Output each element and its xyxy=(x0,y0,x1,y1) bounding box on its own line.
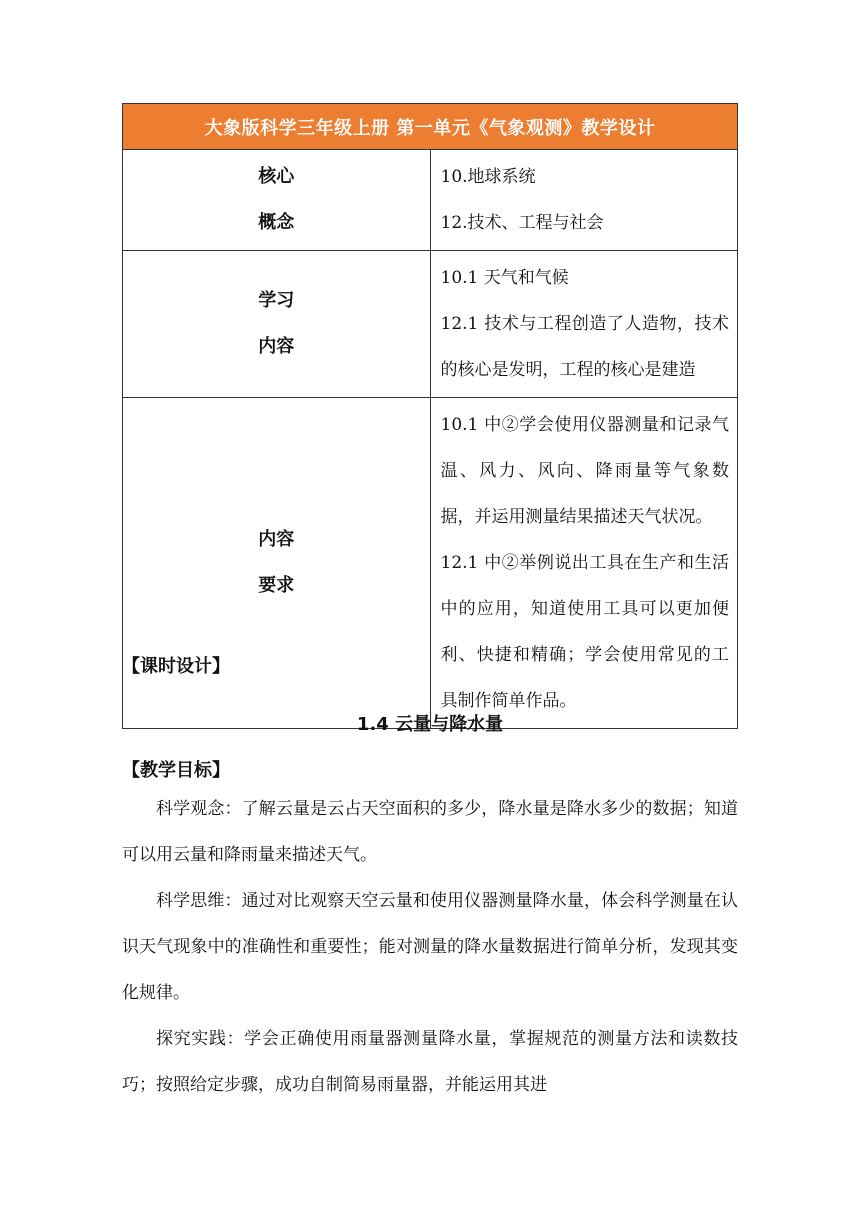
row-label-learning-content xyxy=(123,251,431,398)
row-label-line: 内容 xyxy=(258,529,295,550)
table-row-learning-content xyxy=(123,251,738,398)
content-line: 12.1 中②举例说出工具在生产和生活中的应用，知道使用工具可以更加便利、快捷和精确；学会使用常见的工具制作简单作品。 xyxy=(440,553,729,711)
row-label-core-concepts xyxy=(123,150,431,251)
standards-table xyxy=(122,103,738,729)
row-content-content-requirements xyxy=(430,398,738,729)
row-label-line: 学习 xyxy=(258,290,295,311)
objective-paragraph-science-thinking: 科学思维：通过对比观察天空云量和使用仪器测量降水量，体会科学测量在认识天气现象中的准确性和重要性；能对测量的降水量数据进行简单分析，发现其变化规律。 xyxy=(122,891,738,1003)
objective-paragraph-science-concept: 科学观念：了解云量是云占天空面积的多少，降水量是降水多少的数据；知道可以用云量和降雨量来描述天气。 xyxy=(122,799,738,865)
table-row-content-requirements xyxy=(123,398,738,729)
row-label-line: 概念 xyxy=(258,212,295,233)
content-line: 10.1 中②学会使用仪器测量和记录气温、风力、风向、降雨量等气象数据，并运用测量结果描述天气状况。 xyxy=(440,415,729,527)
lesson-title: 1.4 云量与降水量 xyxy=(356,714,504,735)
content-line: 12.技术、工程与社会 xyxy=(440,213,604,233)
row-content-core-concepts xyxy=(430,150,738,251)
objectives-heading: 【教学目标】 xyxy=(122,760,230,781)
content-line: 10.1 天气和气候 xyxy=(440,268,569,288)
row-label-content-requirements xyxy=(123,398,431,729)
row-content-learning-content xyxy=(430,251,738,398)
row-label-line: 内容 xyxy=(258,336,295,357)
row-label-line: 核心 xyxy=(258,166,295,187)
table-title: 大象版科学三年级上册 第一单元《气象观测》教学设计 xyxy=(123,104,738,150)
content-line: 10.地球系统 xyxy=(440,167,536,187)
content-line: 12.1 技术与工程创造了人造物，技术的核心是发明，工程的核心是建造 xyxy=(440,314,729,380)
lesson-design-heading: 【课时设计】 xyxy=(122,656,230,677)
objective-paragraph-inquiry-practice: 探究实践：学会正确使用雨量器测量降水量，掌握规范的测量方法和读数技巧；按照给定步骤，成功自制简易雨量器，并能运用其进 xyxy=(122,1029,738,1095)
table-title-row xyxy=(123,104,738,150)
table-row-core-concepts xyxy=(123,150,738,251)
row-label-line: 要求 xyxy=(258,575,295,596)
